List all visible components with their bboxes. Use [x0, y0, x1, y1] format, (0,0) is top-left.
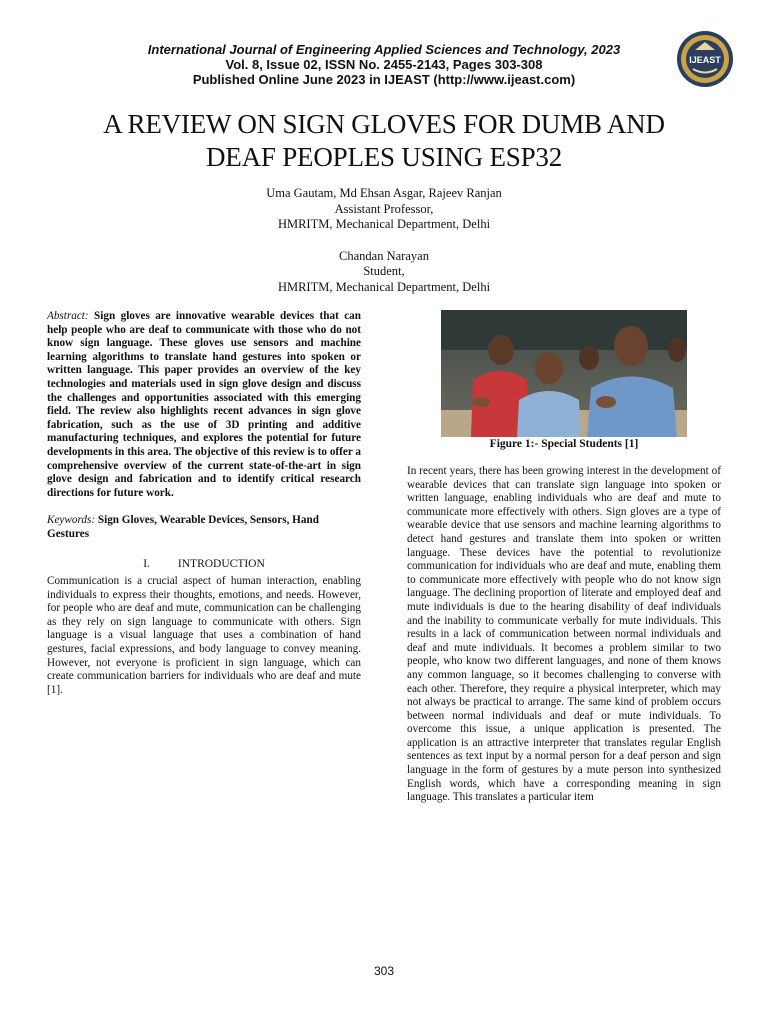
keywords-text: Sign Gloves, Wearable Devices, Sensors, Hand Gestures [47, 514, 319, 540]
author-names-2: Chandan Narayan [339, 248, 429, 263]
abstract [47, 310, 361, 500]
figure-caption: Figure 1:- Special Students [1] [489, 438, 639, 450]
author-role-2: Student, [363, 264, 405, 278]
author-names-1: Uma Gautam, Md Ehsan Asgar, Rajeev Ranjan [266, 186, 502, 200]
section-number: I. [143, 557, 150, 570]
journal-header [0, 42, 768, 87]
section-title: INTRODUCTION [177, 557, 265, 570]
ijeast-logo [676, 30, 734, 88]
author-role-1: Assistant Professor, [334, 201, 434, 216]
introduction-continued-paragraph: In recent years, there has been growing interest in the development of wearable devices that can translate sign language into spoken or written language, enabling individuals who are deaf and mute to communicate more effectively with others. Sign gloves are a type of wearable device that use sensors and machine learning algorithms to detect hand gestures and translate them into spoken or written language. These devices have the potential to revolutionize communication for individuals who are deaf and mute, enabling them to communicate more effectively with people who do not know sign language. The declining proportion of literate and employed deaf and mute individuals is due to the hearing disability of deaf individuals and the inability to communicate verbally for mute individuals. This results in a lack of communication between normal individuals and deaf and mute individuals. It becomes a problem similar to two people, who know two different languages, and none of them knows any common language, so it becomes challenging to converse with each other. Therefore, they require a physical interpreter, which may not always be practical to arrange. The same kind of problem occurs between normal individuals and deaf or mute individuals. To overcome this issue, a unique application is presented. The application is an attractive interpreter that translates regular English sentences as text input by a normal person for a deaf person and sign language in the form of gestures by a mute person into synthesized English words, which have a corresponding meaning in sign language. This translates a particular item [407, 465, 721, 804]
right-column [407, 465, 721, 805]
abstract-text: Sign gloves are innovative wearable devices that can help people who are deaf to communicate with those who do not know sign language. These gloves use sensors and machine learning algorithms to translate hand gestures into spoken or written language. This paper provides an overview of the key technologies and materials used in sign glove design and discuss the challenges and opportunities associated with this emerging field. The review also highlights recent advances in sign glove fabrication, such as the use of 3D printing and additive manufacturing techniques, and explores the potential for future developments in this area. The objective of this review is to offer a comprehensive overview of the current state-of-the-art in sign glove design and fabrication and to identify critical research directions for future work. [47, 310, 361, 499]
author-affiliation-1: HMRITM, Mechanical Department, Delhi [277, 217, 491, 231]
keywords-label: Keywords: [47, 514, 96, 527]
paper-title-line2: DEAF PEOPLES USING ESP32 [205, 142, 562, 172]
section-heading-introduction [47, 558, 361, 572]
page-number: 303 [373, 964, 395, 978]
keywords [47, 514, 361, 541]
abstract-label: Abstract: [47, 310, 89, 322]
author-affiliation-2: HMRITM, Mechanical Department, Delhi [277, 279, 491, 294]
left-column [47, 310, 361, 697]
introduction-paragraph: Communication is a crucial aspect of human interaction, enabling individuals to express their thoughts, emotions, and needs. However, for people who are deaf and mute, communication can be challenging as they rely on sign language to communicate with others. Sign language is a visual language that uses a combination of hand gestures, facial expressions, and body language to convey meaning. However, not everyone is proficient in sign language, which can create communication barriers for individuals who are deaf and mute [1]. [47, 575, 361, 696]
journal-volume: Vol. 8, Issue 02, ISSN No. 2455-2143, Pages 303-308 [225, 57, 543, 72]
journal-published: Published Online June 2023 in IJEAST (http://www.ijeast.com) [192, 72, 576, 87]
figure-special-students-photo [441, 310, 687, 437]
journal-name: International Journal of Engineering Applied Sciences and Technology, 2023 [147, 42, 621, 57]
paper-title [40, 108, 728, 174]
author-block [0, 186, 768, 295]
paper-title-line1: A REVIEW ON SIGN GLOVES FOR DUMB AND [103, 109, 665, 139]
logo-text: IJEAST [689, 55, 721, 65]
